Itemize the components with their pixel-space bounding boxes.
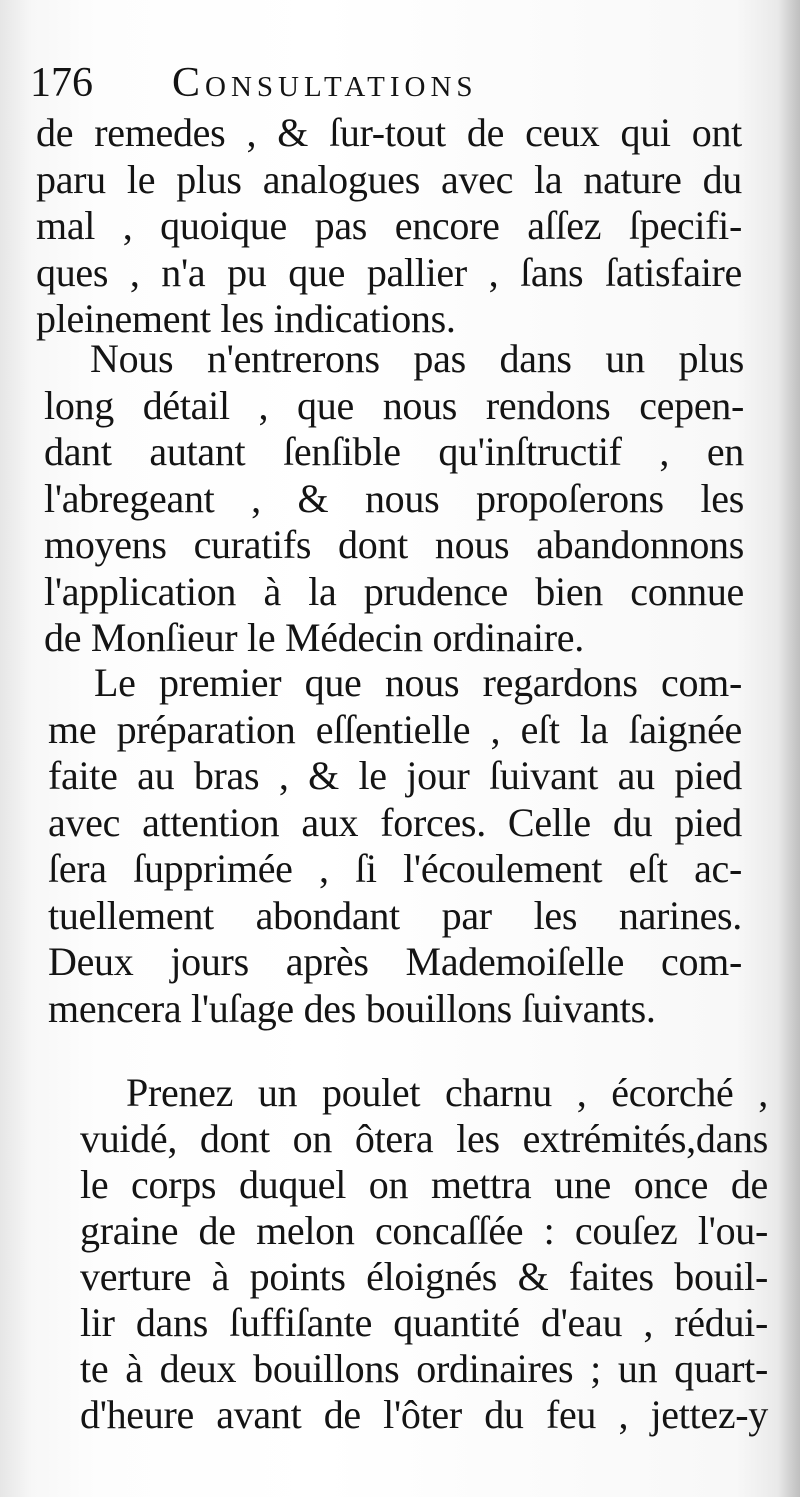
page-number: 176 [30,60,93,106]
text-line: avec attention aux forces. Celle du pied [48,799,742,845]
text-line: lir dans ſuffiſante quantité d'eau , rédui- [80,1300,768,1345]
text-line: le corps duquel on mettra une once de [80,1162,768,1207]
text-line: me préparation eſſentielle , eſt la ſaignée [48,706,742,752]
paragraph-4 [80,1070,768,1438]
paragraph-1 [36,110,742,343]
text-line: verture à points éloignés & faites bouil- [80,1254,768,1299]
text-line: Prenez un poulet charnu , écorché , [126,1070,768,1115]
text-line: ſera ſupprimée , ſi l'écoulement eſt ac- [48,846,742,891]
text-line: Le premier que nous regardons com- [94,660,742,705]
paragraph-3 [48,660,742,1032]
text-line: l'abregeant , & nous propoſerons les [44,475,744,521]
text-line: Deux jours après Mademoiſelle com- [48,939,742,984]
text-line: te à deux bouillons ordinaires ; un quart- [80,1346,768,1391]
text-line: mal , quoique pas encore aſſez ſpecifi- [36,203,742,248]
text-line: mencera l'uſage des bouillons ſuivants. [48,985,656,1031]
text-line: ques , n'a pu que pallier , ſans ſatisfaire [36,249,742,295]
text-line: paru le plus analogues avec la nature du [36,156,742,202]
text-line: Nous n'entrerons pas dans un plus [90,336,744,381]
text-line: de remedes , & ſur-tout de ceux qui ont [36,110,742,155]
text-line: moyens curatifs dont nous abandonnons [44,522,744,567]
text-line: faite au bras , & le jour ſuivant au pied [48,753,742,798]
text-line: tuellement abondant par les narines. [48,892,742,938]
page-header [30,58,630,108]
text-line: de Monſieur le Médecin ordinaire. [44,615,584,660]
text-line: long détail , que nous rendons cepen- [44,382,744,428]
text-line: graine de melon concaſſée : couſez l'ou- [80,1208,768,1253]
text-line: pleinement les indications. [36,296,456,341]
text-line: vuidé, dont on ôtera les extrémités,dans [80,1116,768,1161]
text-line: d'heure avant de l'ôter du feu , jettez-y [80,1392,768,1437]
paragraph-2 [44,336,744,662]
text-line: l'application à la prudence bien connue [44,568,744,614]
text-line: dant autant ſenſible qu'inſtructif , en [44,429,744,474]
running-head: Consultations [172,60,478,106]
